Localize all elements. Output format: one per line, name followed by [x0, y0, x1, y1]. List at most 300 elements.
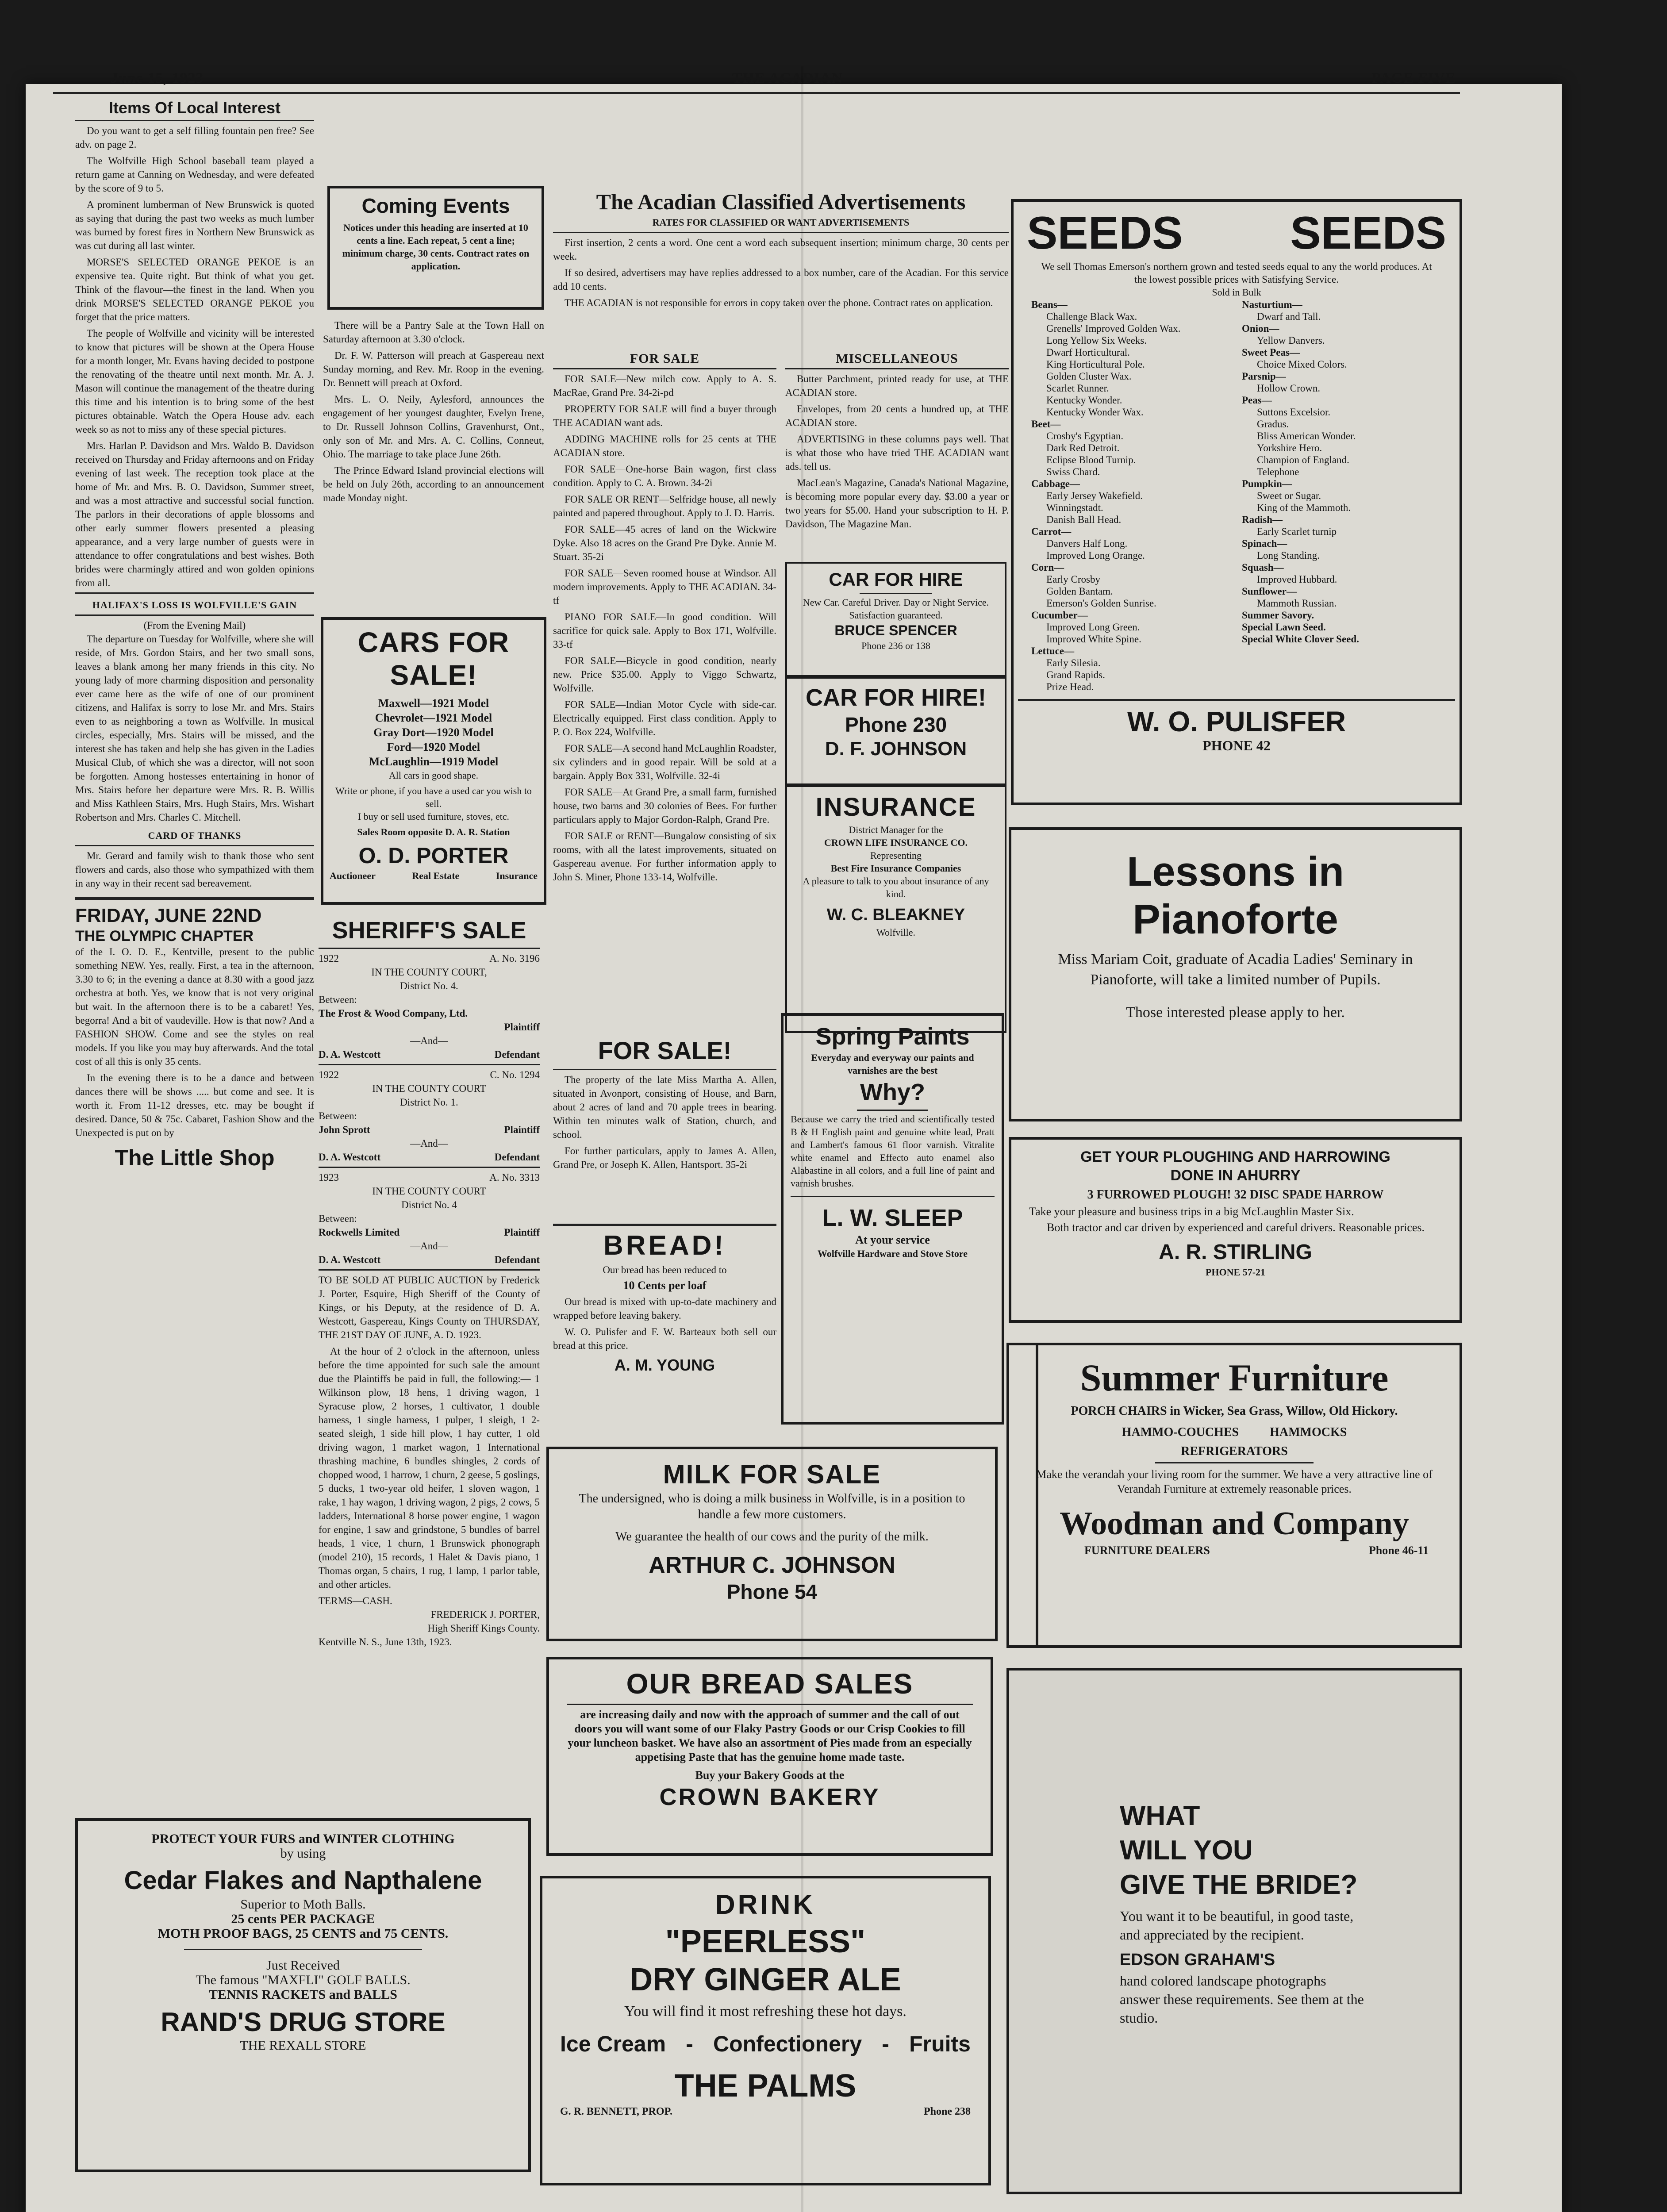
insurance-line: CROWN LIFE INSURANCE CO. — [824, 837, 968, 848]
refrigerators-label: REFRIGERATORS — [1181, 1444, 1288, 1458]
divider — [553, 1069, 776, 1070]
insurance-ad — [785, 785, 1006, 1033]
miscellaneous-heading: MISCELLANEOUS — [836, 351, 958, 366]
seed-category: Corn— — [1031, 562, 1064, 573]
for-sale-heading: FOR SALE — [630, 351, 700, 366]
separator: - — [686, 2032, 693, 2056]
for-sale-house-title: FOR SALE! — [598, 1037, 732, 1064]
porter-name: O. D. PORTER — [358, 843, 509, 868]
seed-variety: Danvers Half Long. — [1046, 538, 1128, 549]
defendant: D. A. Westcott — [319, 1049, 381, 1060]
case-year: 1923 — [319, 1172, 339, 1183]
seed-variety: Yellow Danvers. — [1257, 335, 1325, 346]
sheriffs-sale-title: SHERIFF'S SALE — [332, 917, 526, 944]
plaintiff: John Sprott — [319, 1124, 370, 1135]
classified-ad: FOR SALE—A second hand McLaughlin Roadster, six cylinders and in good repair. Will be sold at a bargain. Apply Box 331, Wolfville. 32-4i — [553, 743, 776, 781]
cars-title: CARS FOR SALE! — [357, 626, 510, 691]
case-number: C. No. 1294 — [490, 1069, 540, 1080]
court-case — [319, 1171, 540, 1267]
insurance-line: District Manager for the — [849, 824, 943, 835]
seed-variety: Improved Long Orange. — [1046, 550, 1145, 561]
seed-category: Peas— — [1242, 395, 1272, 406]
halifax-heading: HALIFAX'S LOSS IS WOLFVILLE'S GAIN — [92, 599, 297, 611]
classified-ad: PIANO FOR SALE—In good condition. Will sacrifice for quick sale. Apply to Box 171, Wolfville. 33-tf — [553, 611, 776, 650]
seed-variety: Long Yellow Six Weeks. — [1046, 335, 1147, 346]
furniture-title: Summer Furniture — [1080, 1356, 1389, 1399]
friday-body-2: In the evening there is to be a dance and between dances there will be shows ..... but come and see. It is worth it. From 11-12 dresses, etc. may be bought if desired. Dance, 50 & 75c. Cabaret, Fashion Show and the Unexpected is put on by — [75, 1072, 314, 1138]
seed-variety: Hollow Crown. — [1257, 383, 1321, 394]
little-shop-signature: The Little Shop — [115, 1145, 275, 1170]
issue-date: June 15, 1923 — [111, 70, 204, 86]
separator: - — [882, 2032, 889, 2056]
seed-variety: Sweet or Sugar. — [1257, 490, 1321, 501]
woodman-name: Woodman and Company — [1060, 1505, 1409, 1542]
rands-name: RAND'S DRUG STORE — [161, 2007, 446, 2037]
seed-variety: Improved Hubbard. — [1257, 574, 1337, 585]
miscellaneous-column — [785, 347, 1009, 560]
seed-category: Special Lawn Seed. — [1242, 622, 1326, 633]
seed-variety: Emerson's Golden Sunrise. — [1046, 598, 1156, 609]
seed-category: Sweet Peas— — [1242, 347, 1300, 358]
seed-variety: Golden Bantam. — [1046, 586, 1113, 597]
for-sale-house-body: For further particulars, apply to James A. Allen, Grand Pre, or Joseph K. Allen, Hantsport. 35-2i — [553, 1145, 776, 1170]
fruits-label: Fruits — [909, 2032, 971, 2056]
bread-sales-buy: Buy your Bakery Goods at the — [695, 1769, 845, 1782]
news-item: A prominent lumberman of New Brunswick is quoted as saying that during the past two weeks as much lumber was burned by forest fires in Northern New Brunswick as was cut during all last winter. — [75, 199, 314, 251]
plough-line: 3 FURROWED PLOUGH! 32 DISC SPADE HARROW — [1087, 1188, 1384, 1202]
trade-label: Auctioneer — [330, 870, 376, 881]
plough-line: Both tractor and car driven by experienced and careful drivers. Reasonable prices. — [1047, 1221, 1425, 1234]
and-label: —And— — [410, 1240, 448, 1252]
seed-variety: Champion of England. — [1257, 454, 1349, 465]
coming-events-column — [323, 319, 544, 619]
classified-header — [553, 188, 1009, 347]
between-label: Between: — [319, 1110, 357, 1121]
pianoforte-ad — [1009, 827, 1462, 1121]
bread-price: 10 Cents per loaf — [623, 1279, 707, 1292]
local-news-title: Items Of Local Interest — [108, 100, 281, 117]
classified-ad: FOR SALE—One-horse Bain wagon, first class condition. Apply to C. A. Brown. 34-2i — [553, 464, 776, 488]
seed-variety: Improved Long Green. — [1046, 622, 1140, 633]
seed-category: Beet— — [1031, 419, 1061, 430]
court-name: IN THE COUNTY COURT — [372, 1186, 486, 1197]
seed-variety: Telephone — [1257, 466, 1299, 477]
header-rule — [53, 92, 1460, 94]
classified-ad: MacLean's Magazine, Canada's National Magazine, is becoming more popular every day. $3.00 a year or two years for $5.00. Hand your subscription to H. P. Davidson, The Magazine Man. — [785, 477, 1009, 530]
seed-variety: Challenge Black Wax. — [1046, 311, 1137, 322]
sheriffs-sale-column — [319, 916, 540, 1805]
divider — [75, 845, 314, 846]
woodman-sub: FURNITURE DEALERS — [1084, 1544, 1210, 1557]
plaintiff-label: Plaintiff — [504, 1022, 540, 1033]
why-title: Why? — [860, 1079, 925, 1106]
car-hire-body: New Car. Careful Driver. Day or Night Service. Satisfaction guaranteed. — [803, 597, 989, 621]
and-label: —And— — [410, 1035, 448, 1046]
the-palms-name: THE PALMS — [674, 2068, 857, 2104]
car-model: Maxwell—1921 Model — [378, 697, 489, 710]
news-item: The Wolfville High School baseball team played a return game at Canning on Wednesday, and were defeated by the score of 9 to 5. — [75, 155, 314, 194]
ice-cream-label: Ice Cream — [560, 2032, 666, 2056]
seed-category: Onion— — [1242, 323, 1279, 334]
woodman-phone: Phone 46-11 — [1368, 1544, 1429, 1557]
drink-tagline: You will find it most refreshing these hot days. — [624, 2003, 906, 2020]
drink-line: DRINK — [715, 1889, 816, 1920]
crown-bakery-name: CROWN BAKERY — [659, 1784, 880, 1810]
seed-category: Nasturtium— — [1242, 299, 1302, 310]
stirling-phone: PHONE 57-21 — [1205, 1267, 1266, 1278]
friday-subtitle: THE OLYMPIC CHAPTER — [75, 928, 254, 945]
court-district: District No. 4. — [400, 980, 458, 991]
piano-body-2: Those interested please apply to her. — [1126, 1004, 1345, 1021]
divider — [567, 1704, 973, 1705]
auction-items: At the hour of 2 o'clock in the afternoon, unless before the time appointed for such sale the amount due the Plaintiffs be paid in full, the following:— 1 Wilkinson plow, 18 hens, 1 driving wagon, 1 Syracuse plow, 2 horses, 1 cultivator, 1 double harness, 1 single harness, 1 pulper, 1 sleigh, 1 2-seated sleigh, 1 side hill plow, 1 hay cutter, 1 old driving wagon, 1 market wagon, 1 International thrashing machine, 6 bundles shingles, 2 cords of chopped wood, 1 harrow, 1 churn, 2 geese, 5 goslings, 5 ducks, 1 two-year old heifer, 1 sloven wagon, 1 rake, 1 hay wagon, 1 driving wagon, 2 pigs, 2 cows, 5 ladders, International 8 horse power engine, 1 wagon for engine, 1 saw and grindstone, 5 bundles of barrel heads, 1 vice, 1 churn, 1 Brunswick phonograph (model 210), 15 records, 1 Halet & Davis piano, 1 Thomas organ, 5 chairs, 1 rug, 1 lamp, 1 parlor table, and other articles. — [319, 1346, 540, 1590]
spring-paints-ad — [781, 1013, 1004, 1425]
plaintiff-label: Plaintiff — [504, 1227, 540, 1238]
seed-variety: Early Jersey Wakefield. — [1046, 490, 1143, 501]
divider — [319, 1167, 540, 1168]
case-year: 1922 — [319, 1069, 339, 1080]
rexall-line: THE REXALL STORE — [240, 2038, 366, 2053]
seed-category: Special White Clover Seed. — [1242, 634, 1359, 645]
bread-sales-body: are increasing daily and now with the approach of summer and the call of out doors you will want some of our Flaky Pastry Goods or our Crisp Cookies to fill your luncheon basket. We have also an assortment of Pies made from an especially appetising Paste that has the genuine home made taste. — [568, 1708, 972, 1763]
furs-line: PROTECT YOUR FURS and WINTER CLOTHING — [151, 1832, 455, 1846]
divider — [319, 1064, 540, 1065]
milk-for-sale-ad — [546, 1447, 998, 1641]
bride-body: You want it to be beautiful, in good taste, and appreciated by the recipient. — [1120, 1908, 1354, 1943]
seeds-bulk: Sold in Bulk — [1212, 287, 1261, 298]
seed-list-left — [1031, 299, 1231, 693]
sleep-service: At your service — [855, 1233, 930, 1246]
divider — [75, 897, 314, 900]
johnson-phone: Phone 230 — [845, 713, 947, 736]
plaintiff-label: Plaintiff — [504, 1124, 540, 1135]
between-label: Between: — [319, 1213, 357, 1224]
seed-category: Cucumber— — [1031, 610, 1088, 621]
sheriff-name: FREDERICK J. PORTER, — [430, 1609, 540, 1620]
edson-graham-ad — [1006, 1668, 1462, 2194]
seed-variety: Kentucky Wonder Wax. — [1046, 407, 1144, 418]
divider — [553, 1224, 776, 1226]
news-item: The people of Wolfville and vicinity will be interested to know that pictures will be shown at the Opera House for a month longer, Mr. Evans having decided to postpone the renovating of the theatre until next month. Mr. A. J. Mason will continue the management of the theatre during this time and his intention is to bring some of the best pictures obtainable. Watch the Opera House adv. each week so as not to miss any of these special pictures. — [75, 328, 314, 435]
page-number: PAGE FIVE — [1371, 70, 1456, 86]
cars-note: All cars in good shape. — [388, 770, 479, 781]
cars-buy: I buy or sell used furniture, stoves, etc. — [357, 811, 510, 822]
spencer-name: BRUCE SPENCER — [834, 622, 957, 638]
car-model: Gray Dort—1920 Model — [373, 726, 494, 739]
card-of-thanks-heading: CARD OF THANKS — [148, 830, 242, 841]
plaintiff: Rockwells Limited — [319, 1227, 400, 1238]
seed-variety: Improved White Spine. — [1046, 634, 1141, 645]
spencer-phone: Phone 236 or 138 — [861, 640, 930, 651]
trade-label: Real Estate — [412, 870, 460, 881]
insurance-line: Representing — [870, 850, 922, 861]
bleakney-town: Wolfville. — [876, 927, 916, 938]
piano-body: Miss Mariam Coit, graduate of Acadia Ladies' Seminary in Pianoforte, will take a limited number of Pupils. — [1058, 951, 1413, 988]
seed-category: Pumpkin— — [1242, 478, 1292, 489]
seed-variety: Early Crosby — [1046, 574, 1101, 585]
seed-lists — [1018, 299, 1455, 693]
news-item: Do you want to get a self filling fountain pen free? See adv. on page 2. — [75, 125, 314, 150]
seed-variety: Mammoth Russian. — [1257, 598, 1337, 609]
case-number: A. No. 3196 — [489, 953, 540, 964]
classified-ad: ADVERTISING in these columns pays well. That is what those who have tried THE ACADIAN want ads. tell us. — [785, 434, 1009, 472]
plaintiff: The Frost & Wood Company, Ltd. — [319, 1008, 468, 1019]
defendant-label: Defendant — [494, 1049, 540, 1060]
news-item: Mrs. Harlan P. Davidson and Mrs. Waldo B. Davidson received on Thursday and Friday afternoons and on Friday evening of last week. The reception took place at the home of Mr. and Mrs. B. O. Davidson, Summer street, and was a most attractive and successful social function. The parlors in their decorations of apple blossoms and other early summer flowers presented a pleasing appearance, and a very large number of guests were in attendance to offer congratulations and best wishes. Both brides were charmingly attired and won golden opinions from all. — [75, 440, 314, 588]
furs-line: MOTH PROOF BAGS, 25 CENTS and 75 CENTS. — [157, 1926, 449, 1941]
divider — [75, 614, 314, 616]
friday-body: of the I. O. D. E., Kentville, present to the public something NEW. Yes, really. First, a tea in the afternoon, 3.30 to 6; in the evening a dance at 8.30 with a good jazz orchestra at both. Yes, we know that is not very original but wait. In the afternoon there is to be a cabaret! Yes, begorra! And a bit of vaudeville. How is that now? And a FASHION SHOW. Come and see the styles on real models. If you like you may buy afterwards. And the total cost of all this is only 35 cents. — [75, 946, 314, 1067]
pulisfer-name: W. O. PULISFER — [1127, 706, 1346, 737]
edson-graham-name: EDSON GRAHAM'S — [1120, 1951, 1275, 1969]
peerless-line: "PEERLESS" — [665, 1924, 866, 1959]
insurance-line: A pleasure to talk to you about insurance of any kind. — [803, 876, 989, 899]
coming-events-notice: Notices under this heading are inserted at 10 cents a line. Each repeat, 5 cent a line; minimum charge, 30 cents. Contract rates on application. — [342, 222, 530, 272]
seed-variety: Choice Mixed Colors. — [1257, 359, 1347, 370]
plough-line: GET YOUR PLOUGHING AND HARROWING — [1080, 1148, 1390, 1165]
seed-list-right — [1242, 299, 1442, 693]
seed-category: Cabbage— — [1031, 478, 1080, 489]
car-model: McLaughlin—1919 Model — [369, 755, 499, 768]
seed-variety: Bliss American Wonder. — [1257, 430, 1356, 442]
case-year: 1922 — [319, 953, 339, 964]
case-number: A. No. 3313 — [489, 1172, 540, 1183]
seed-variety: Scarlet Runner. — [1046, 383, 1109, 394]
event-item: There will be a Pantry Sale at the Town Hall on Saturday afternoon at 3.30 o'clock. — [323, 320, 544, 345]
bleakney-name: W. C. BLEAKNEY — [826, 906, 965, 924]
divider — [553, 368, 776, 369]
and-label: —And— — [410, 1138, 448, 1149]
defendant-label: Defendant — [494, 1254, 540, 1265]
palms-phone: Phone 238 — [923, 2106, 971, 2117]
news-item: The departure on Tuesday for Wolfville, where she will reside, of Mrs. Gordon Stairs, and her two small sons, leaves a blank among her many friends in this city. No young lady of more charming disposition and personality ever came here as the wife of one of our prominent citizens, and Halifax is sorry to lose Mr. and Mrs. Stairs even to as neighboring a town as Wolfville. In musical circles, especially, Mrs. Stairs will be missed, and the interest she has taken and help she has given in the Ladies Musical Club, of which she was a director, will not soon be forgotten. Among hostesses entertaining in honor of Mrs. Stairs before her departure were Mrs. R. B. Willis and Miss Kathleen Stairs, Mrs. Hugh Stairs, Mrs. Wishart Robertson and Mrs. Charles C. Mitchell. — [75, 634, 314, 823]
seed-variety: Gradus. — [1257, 419, 1289, 430]
furs-line: TENNIS RACKETS and BALLS — [209, 1987, 397, 2002]
bread-line: W. O. Pulisfer and F. W. Barteaux both sell our bread at this price. — [553, 1326, 776, 1351]
divider — [75, 120, 314, 121]
young-name: A. M. YOUNG — [614, 1356, 715, 1374]
seed-category: Beans— — [1031, 299, 1068, 310]
classified-ad: FOR SALE—45 acres of land on the Wickwire Dyke. Also 18 acres on the Grand Pre Dyke. Annie M. Stuart. 35-2i — [553, 524, 776, 562]
classified-intro: First insertion, 2 cents a word. One cent a word each subsequent insertion; minimum charge, 30 cents per week. — [553, 237, 1009, 262]
hammo-couches-label: HAMMO-COUCHES — [1122, 1425, 1239, 1439]
bread-title: BREAD! — [603, 1230, 726, 1261]
divider — [319, 1269, 540, 1271]
palms-proprietor: G. R. BENNETT, PROP. — [560, 2106, 673, 2117]
coming-events-box — [327, 186, 544, 310]
seed-variety: Early Scarlet turnip — [1257, 526, 1337, 537]
arthur-johnson-name: ARTHUR C. JOHNSON — [649, 1552, 895, 1578]
court-case — [319, 1068, 540, 1164]
seed-variety: Early Silesia. — [1046, 657, 1101, 668]
bread-ad — [553, 1221, 776, 1451]
seed-variety: Golden Cluster Wax. — [1046, 371, 1132, 382]
divider — [785, 368, 1009, 369]
seeds-title-left: SEEDS — [1027, 207, 1183, 259]
event-item: Mrs. L. O. Neily, Aylesford, announces the engagement of her youngest daughter, Evelyn Irene, to Dr. Russell Johnson Collins, Gravenhurst, Ont., only son of Mr. and Mrs. A. C. Collins, Conneut, Ohio. The marriage to take place June 26th. — [323, 394, 544, 460]
sheriff-title: High Sheriff Kings County. — [427, 1623, 540, 1634]
seed-variety: Kentucky Wonder. — [1046, 395, 1122, 406]
event-item: The Prince Edward Island provincial elections will be held on July 26th, according to an announcement made Monday night. — [323, 465, 544, 503]
milk-title: MILK FOR SALE — [663, 1459, 881, 1489]
milk-line: The undersigned, who is doing a milk business in Wolfville, is in a position to handle a few more customers. — [579, 1492, 965, 1521]
court-name: IN THE COUNTY COURT, — [371, 967, 487, 978]
classified-ad: FOR SALE—Indian Motor Cycle with side-car. Electrically equipped. First class condition. Apply to P. O. Box 224, Wolfville. — [553, 699, 776, 737]
news-item: MORSE'S SELECTED ORANGE PEKOE is an expensive tea. Quite right. But think of what you get. Think of the flavour—the finest in the land. When you drink MORSE'S SELECTED ORANGE PEKOE you forget that the price matters. — [75, 257, 314, 323]
coming-events-title: Coming Events — [361, 194, 510, 217]
seed-variety: Crosby's Egyptian. — [1046, 430, 1124, 442]
ploughing-ad — [1009, 1137, 1462, 1323]
seed-variety: King Horticultural Pole. — [1046, 359, 1145, 370]
furs-line: Superior to Moth Balls. — [240, 1897, 366, 1912]
ginger-ale-line: DRY GINGER ALE — [630, 1962, 901, 1997]
crown-bakery-ad — [546, 1657, 993, 1856]
seed-variety: Grand Rapids. — [1046, 669, 1105, 680]
spring-paints-title: Spring Paints — [815, 1023, 970, 1050]
classified-intro: If so desired, advertisers may have replies addressed to a box number, care of the Acadian. For this service add 10 cents. — [553, 267, 1009, 292]
classified-ad: ADDING MACHINE rolls for 25 cents at THE ACADIAN store. — [553, 434, 776, 458]
furniture-line: PORCH CHAIRS in Wicker, Sea Grass, Willow, Old Hickory. — [1071, 1404, 1398, 1418]
bride-line: WHAT — [1120, 1801, 1200, 1831]
divider — [75, 592, 314, 594]
milk-line: We guarantee the health of our cows and the purity of the milk. — [615, 1530, 929, 1544]
furniture-body: Make the verandah your living room for the summer. We have a very attractive line of Verandah Furniture at extremely reasonable prices. — [1036, 1468, 1433, 1495]
classified-intro: THE ACADIAN is not responsible for errors in copy taken over the phone. Contract rates on application. — [565, 297, 993, 308]
seed-category: Carrot— — [1031, 526, 1072, 537]
bread-line: Our bread is mixed with up-to-date machinery and wrapped before leaving bakery. — [553, 1296, 776, 1321]
classified-ad: FOR SALE or RENT—Bungalow consisting of six rooms, with all the latest improvements, situated on Gaspereau avenue. For further information apply to John S. Miner, Phone 133-14, Wolfville. — [553, 830, 776, 883]
plough-line: Take your pleasure and business trips in a big McLaughlin Master Six. — [1029, 1205, 1354, 1218]
seed-category: Parsnip— — [1242, 371, 1286, 382]
classified-ad: FOR SALE—Bicycle in good condition, nearly new. Price $35.00. Apply to Viggo Schwartz, Wolfville. — [553, 655, 776, 694]
car-model: Ford—1920 Model — [387, 741, 480, 753]
seed-variety: Suttons Excelsior. — [1257, 407, 1331, 418]
classified-ad: Envelopes, from 20 cents a hundred up, at THE ACADIAN store. — [785, 403, 1009, 428]
court-district: District No. 4 — [401, 1199, 457, 1210]
piano-line-1: Lessons in — [1126, 848, 1344, 895]
divider — [319, 948, 540, 949]
bride-line: GIVE THE BRIDE? — [1120, 1870, 1358, 1900]
piano-line-2: Pianoforte — [1133, 896, 1338, 942]
furs-line: The famous "MAXFLI" GOLF BALLS. — [196, 1973, 411, 1987]
for-sale-column — [553, 347, 776, 1031]
furs-line: 25 cents PER PACKAGE — [231, 1912, 375, 1926]
car-for-hire-spencer-ad — [785, 562, 1006, 677]
classified-rates: RATES FOR CLASSIFIED OR WANT ADVERTISEMENTS — [652, 217, 910, 228]
divider — [1018, 699, 1455, 701]
court-district: District No. 1. — [400, 1097, 458, 1108]
divider — [553, 232, 1009, 233]
halifax-source: (From the Evening Mail) — [143, 620, 246, 631]
divider — [857, 1110, 928, 1111]
arthur-johnson-phone: Phone 54 — [726, 1580, 818, 1603]
plough-line: DONE IN AHURRY — [1170, 1167, 1301, 1184]
car-model: Chevrolet—1921 Model — [375, 711, 492, 724]
seed-variety: Dwarf and Tall. — [1257, 311, 1321, 322]
car-hire-title: CAR FOR HIRE! — [806, 684, 986, 711]
divider — [1155, 1462, 1314, 1463]
divider — [184, 1949, 422, 1950]
bread-sales-title: OUR BREAD SALES — [626, 1668, 914, 1700]
for-sale-house-body: The property of the late Miss Martha A. Allen, situated in Avonport, consisting of House, and Barn, about 2 acres of land and 70 apple trees in bearing. Within ten minutes walk of Station, church, and school. — [553, 1074, 776, 1140]
seed-variety: Danish Ball Head. — [1046, 514, 1122, 525]
local-news-column — [75, 100, 314, 1378]
defendant-label: Defendant — [494, 1152, 540, 1163]
bride-body-2: hand colored landscape photographs answer these requirements. See them at the studio. — [1120, 1973, 1364, 2026]
car-hire-title: CAR FOR HIRE — [829, 569, 963, 590]
seed-category: Lettuce— — [1031, 645, 1075, 657]
seed-category: Spinach— — [1242, 538, 1287, 549]
furs-line: Just Received — [266, 1958, 340, 1973]
bride-line: WILL YOU — [1120, 1835, 1253, 1866]
cars-for-sale-ad — [321, 617, 546, 905]
seed-category: Sunflower— — [1242, 586, 1297, 597]
sleep-store: Wolfville Hardware and Stove Store — [818, 1248, 968, 1259]
for-sale-house-ad — [553, 1035, 776, 1221]
seed-variety: Eclipse Blood Turnip. — [1046, 454, 1136, 465]
notice-date: Kentville N. S., June 13th, 1923. — [319, 1636, 452, 1647]
classified-ad: FOR SALE—At Grand Pre, a small farm, furnished house, two barns and 30 colonies of Bees. For further particulars apply to Major Gordon-Ralph, Grand Pre. — [553, 787, 776, 825]
sleep-name: L. W. SLEEP — [822, 1205, 963, 1231]
cars-write: Write or phone, if you have a used car you wish to sell. — [335, 785, 532, 809]
classified-ad: FOR SALE—New milch cow. Apply to A. S. MacRae, Grand Pre. 34-2i-pd — [553, 373, 776, 398]
seed-variety: Dark Red Detroit. — [1046, 442, 1120, 453]
classified-ad: Butter Parchment, printed ready for use, at THE ACADIAN store. — [785, 373, 1009, 398]
terms: TERMS—CASH. — [319, 1595, 392, 1606]
classified-ad: FOR SALE—Seven roomed house at Windsor. All modern improvements. Apply to THE ACADIAN. 34-tf — [553, 568, 776, 606]
bread-line: Our bread has been reduced to — [603, 1264, 727, 1275]
card-of-thanks-text: Mr. Gerard and family wish to thank those who sent flowers and cards, also those who sympathized with them in any way in their recent sad bereavement. — [75, 850, 314, 889]
seed-category: Squash— — [1242, 562, 1284, 573]
insurance-title: INSURANCE — [815, 793, 976, 822]
defendant: D. A. Westcott — [319, 1152, 381, 1163]
car-for-hire-johnson-ad — [785, 677, 1006, 785]
court-name: IN THE COUNTY COURT — [372, 1083, 486, 1094]
pulisfer-phone: PHONE 42 — [1202, 737, 1271, 753]
defendant: D. A. Westcott — [319, 1254, 381, 1265]
seed-variety: Yorkshire Hero. — [1257, 442, 1322, 453]
masthead: THE ACADIAN — [732, 70, 843, 86]
the-palms-ad — [540, 1876, 991, 2185]
spring-paints-sub: Everyday and everyway our paints and varnishes are the best — [811, 1052, 974, 1076]
hammocks-label: HAMMOCKS — [1270, 1425, 1347, 1439]
auction-notice: TO BE SOLD AT PUBLIC AUCTION by Frederick J. Porter, Esquire, High Sheriff of the County of Kings, or his Deputy, at the residence of D. A. Westcott, Gaspereau, Kings County on THURSDAY, THE 21ST DAY OF JUNE, A. D. 1923. — [319, 1275, 540, 1340]
seed-category: Radish— — [1242, 514, 1283, 525]
seed-variety: Winningstadt. — [1046, 502, 1103, 513]
seeds-title-right: SEEDS — [1290, 207, 1446, 259]
insurance-line: Best Fire Insurance Companies — [830, 863, 961, 874]
seeds-ad — [1011, 199, 1462, 805]
classified-ad: FOR SALE OR RENT—Selfridge house, all newly painted and papered throughout. Apply to J. D. Harris. — [553, 494, 776, 518]
seed-variety: Swiss Chard. — [1046, 466, 1100, 477]
furs-line: by using — [280, 1846, 326, 1861]
trade-label: Insurance — [495, 870, 538, 881]
rands-drug-store-ad — [75, 1818, 531, 2172]
confectionery-label: Confectionery — [713, 2032, 862, 2056]
friday-title: FRIDAY, JUNE 22ND — [75, 905, 262, 926]
seeds-intro: We sell Thomas Emerson's northern grown and tested seeds equal to any the world produces. At the lowest possible prices with Satisfying Service. — [1041, 261, 1432, 285]
cars-sales-room: Sales Room opposite D. A. R. Station — [357, 826, 510, 837]
court-case — [319, 952, 540, 1061]
seed-variety: King of the Mammoth. — [1257, 502, 1351, 513]
summer-furniture-ad — [1006, 1343, 1462, 1648]
divider — [791, 1196, 995, 1197]
spring-paints-body: Because we carry the tried and scientifically tested B & H English paint and genuine white lead, Pratt and Lambert's famous 61 floor varnish. Vitralite white enamel and Effecto auto enamel also Alabastine in all colors, and a full line of paint and varnish brushes. — [791, 1114, 995, 1189]
classified-title: The Acadian Classified Advertisements — [596, 189, 966, 214]
cedar-flakes: Cedar Flakes and Napthalene — [124, 1866, 482, 1895]
stirling-name: A. R. STIRLING — [1159, 1240, 1312, 1264]
seed-variety: Long Standing. — [1257, 550, 1320, 561]
